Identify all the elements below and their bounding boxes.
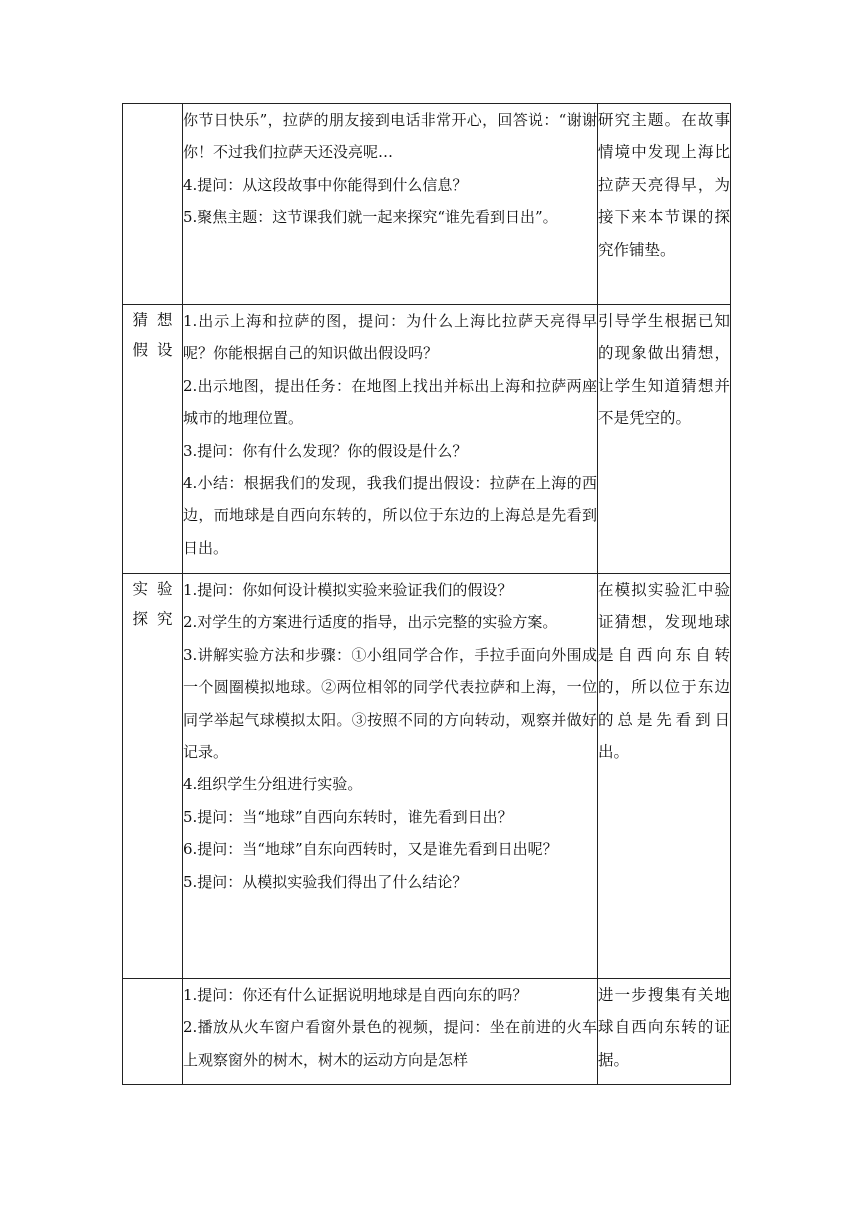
table-row: [123, 979, 731, 1085]
stage-label: 实 验 探究: [132, 580, 173, 628]
process-step: 5.聚焦主题：这节课我们就一起来探究“谁先看到日出”。: [183, 208, 558, 227]
process-cell: [183, 305, 598, 574]
process-step: 4.组织学生分组进行实验。: [183, 775, 363, 794]
process-step: 2.出示地图，提出任务：在地图上找出并标出上海和拉萨两座城市的地理位置。: [183, 376, 597, 428]
table-row: [123, 305, 731, 574]
stage-cell: [123, 305, 183, 574]
process-step: 2.播放从火车窗户看窗外景色的视频，提问：坐在前进的火车上观察窗外的树木，树木的运动方向是怎样: [183, 1018, 597, 1069]
process-cell: [183, 574, 598, 979]
design-intent-text: 在模拟实验汇中验证猜想，发现地球是自西向东自转的，所以位于东边的总是先看到日出。: [598, 581, 730, 762]
process-step: 3.提问：你有什么发现？你的假设是什么？: [183, 441, 468, 460]
intent-cell: [598, 305, 731, 574]
process-step: 3.讲解实验方法和步骤：①小组同学合作，手拉手面向外围成一个圆圈模拟地球。②两位相邻的同学代表拉萨和上海，一位同学举起气球模拟太阳。③按照不同的方向转动，观察并做好记录。: [183, 645, 597, 762]
process-step: 4.小结：根据我们的发现，我我们提出假设：拉萨在上海的西边，而地球是自西向东转的，所以位于东边的上海总是先看到日出。: [183, 474, 597, 557]
design-intent-text: 引导学生根据已知的现象做出猜想，让学生知道猜想并不是凭空的。: [598, 312, 730, 428]
process-step: 1.出示上海和拉萨的图，提问：为什么上海比拉萨天亮得早呢？你能根据自己的知识做出假设吗？: [183, 312, 597, 363]
process-step: 你节日快乐”，拉萨的朋友接到电话非常开心，回答说：“谢谢你！不过我们拉萨天还没亮呢…: [183, 111, 597, 162]
lesson-plan-table: [122, 103, 731, 1085]
stage-label: 猜 想 假设: [132, 311, 173, 359]
process-step: 4.提问：从这段故事中你能得到什么信息？: [183, 175, 468, 194]
stage-cell: [123, 979, 183, 1085]
intent-cell: [598, 104, 731, 305]
design-intent-text: 进一步搜集有关地球自西向东转的证据。: [598, 986, 730, 1069]
process-step: 2.对学生的方案进行适度的指导，出示完整的实验方案。: [183, 613, 558, 632]
table-row: [123, 104, 731, 305]
stage-cell: [123, 104, 183, 305]
intent-cell: [598, 979, 731, 1085]
process-step: 5.提问：当“地球”自西向东转时，谁先看到日出？: [183, 807, 513, 826]
process-step: 5.提问：从模拟实验我们得出了什么结论？: [183, 872, 468, 891]
intent-cell: [598, 574, 731, 979]
stage-cell: [123, 574, 183, 979]
process-step: 1.提问：你如何设计模拟实验来验证我们的假设？: [183, 581, 513, 599]
process-cell: [183, 979, 598, 1085]
process-step: 6.提问：当“地球”自东向西转时，又是谁先看到日出呢？: [183, 840, 558, 859]
process-step: 1.提问：你还有什么证据说明地球是自西向东的吗？: [183, 986, 528, 1004]
process-cell: [183, 104, 598, 305]
table-row: [123, 574, 731, 979]
design-intent-text: 研究主题。在故事情境中发现上海比拉萨天亮得早，为接下来本节课的探究作铺垫。: [598, 111, 730, 259]
